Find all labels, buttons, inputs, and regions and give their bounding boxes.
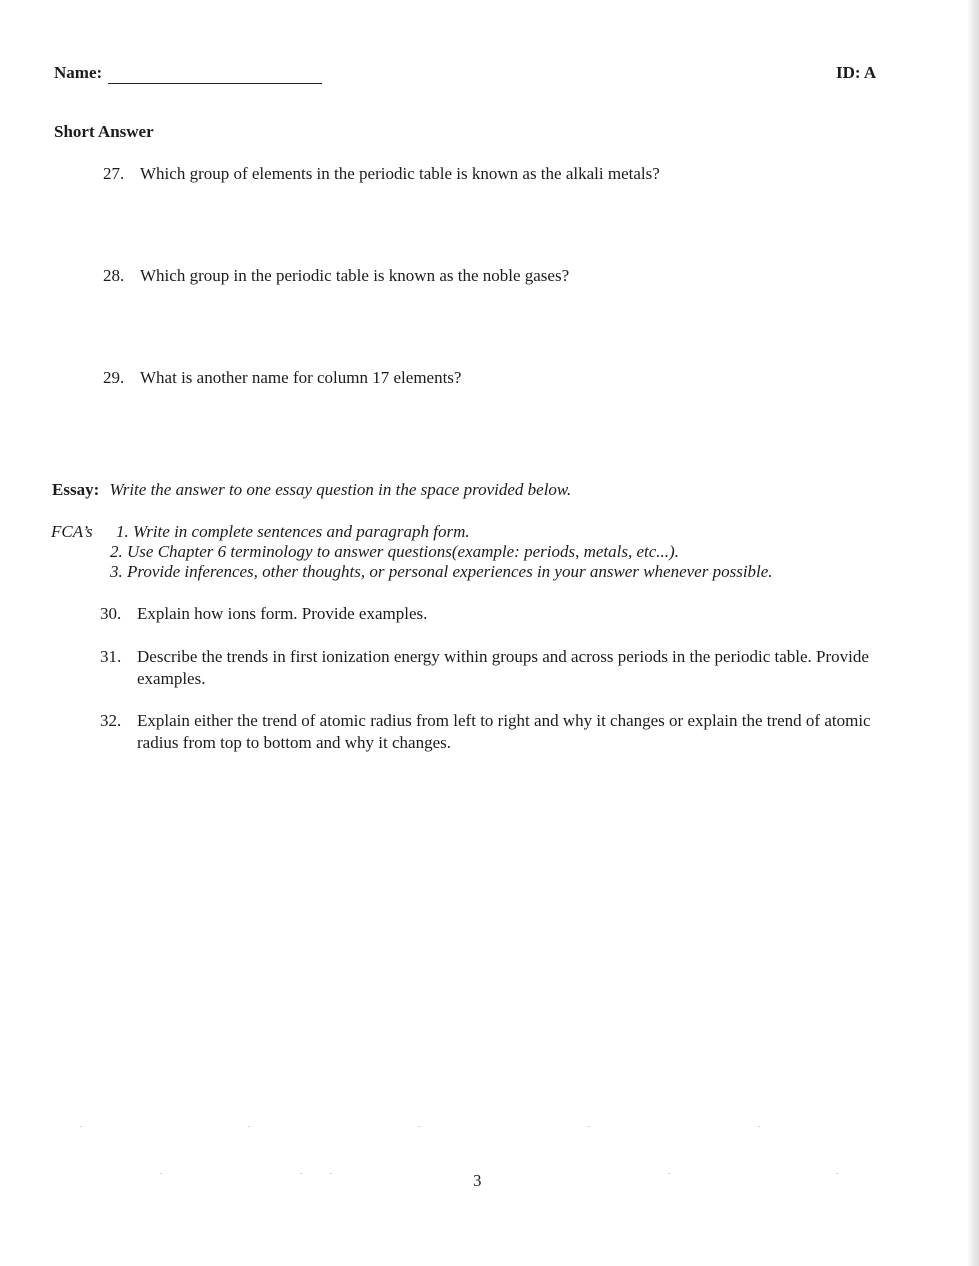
id-label: ID: A [836,63,877,82]
scan-speck [836,1173,838,1174]
question-text: What is another name for column 17 elements? [140,368,462,387]
scan-speck [758,1126,760,1127]
question-text: Describe the trends in first ionization energy within groups and across periods in the periodic table. Provide examples. [137,647,869,688]
fca-item-3: 3. Provide inferences, other thoughts, or personal experiences in your answer whenever possible. [110,562,773,581]
scan-speck [418,1126,420,1127]
short-answer-title: Short Answer [54,122,154,141]
question-text: Which group of elements in the periodic table is known as the alkali metals? [140,164,660,183]
fca-label: FCA’s [51,522,93,541]
question-number: 30. [100,604,122,623]
question-number: 31. [100,647,122,666]
scan-speck [300,1173,302,1174]
question-number: 28. [103,266,125,285]
scan-speck [80,1126,82,1127]
name-blank-line [108,83,322,84]
scan-speck [668,1173,670,1174]
scan-speck [588,1126,590,1127]
question-29 [103,367,803,389]
scan-speck [330,1173,332,1174]
page-edge-shadow [967,0,979,1266]
page-number: 3 [473,1171,482,1190]
question-28 [103,265,803,287]
fca-item-2: 2. Use Chapter 6 terminology to answer questions(example: periods, metals, etc...). [110,542,679,561]
essay-instruction: Write the answer to one essay question in the space provided below. [109,480,572,499]
question-30 [100,603,900,625]
question-27 [103,163,803,185]
scan-speck [248,1126,250,1127]
question-text: Explain how ions form. Provide examples. [137,604,428,623]
question-text: Which group in the periodic table is known as the noble gases? [140,266,570,285]
fca-item-1: 1. Write in complete sentences and paragraph form. [116,522,470,541]
scan-speck [160,1173,162,1174]
question-32 [100,710,900,754]
essay-label: Essay: [52,480,100,499]
name-label: Name: [54,63,103,82]
question-number: 29. [103,368,125,387]
question-number: 27. [103,164,125,183]
question-text: Explain either the trend of atomic radius from left to right and why it changes or explain the trend of atomic radius from top to bottom and why it changes. [137,711,871,752]
question-31 [100,646,900,690]
essay-header [52,480,571,500]
question-number: 32. [100,711,122,730]
